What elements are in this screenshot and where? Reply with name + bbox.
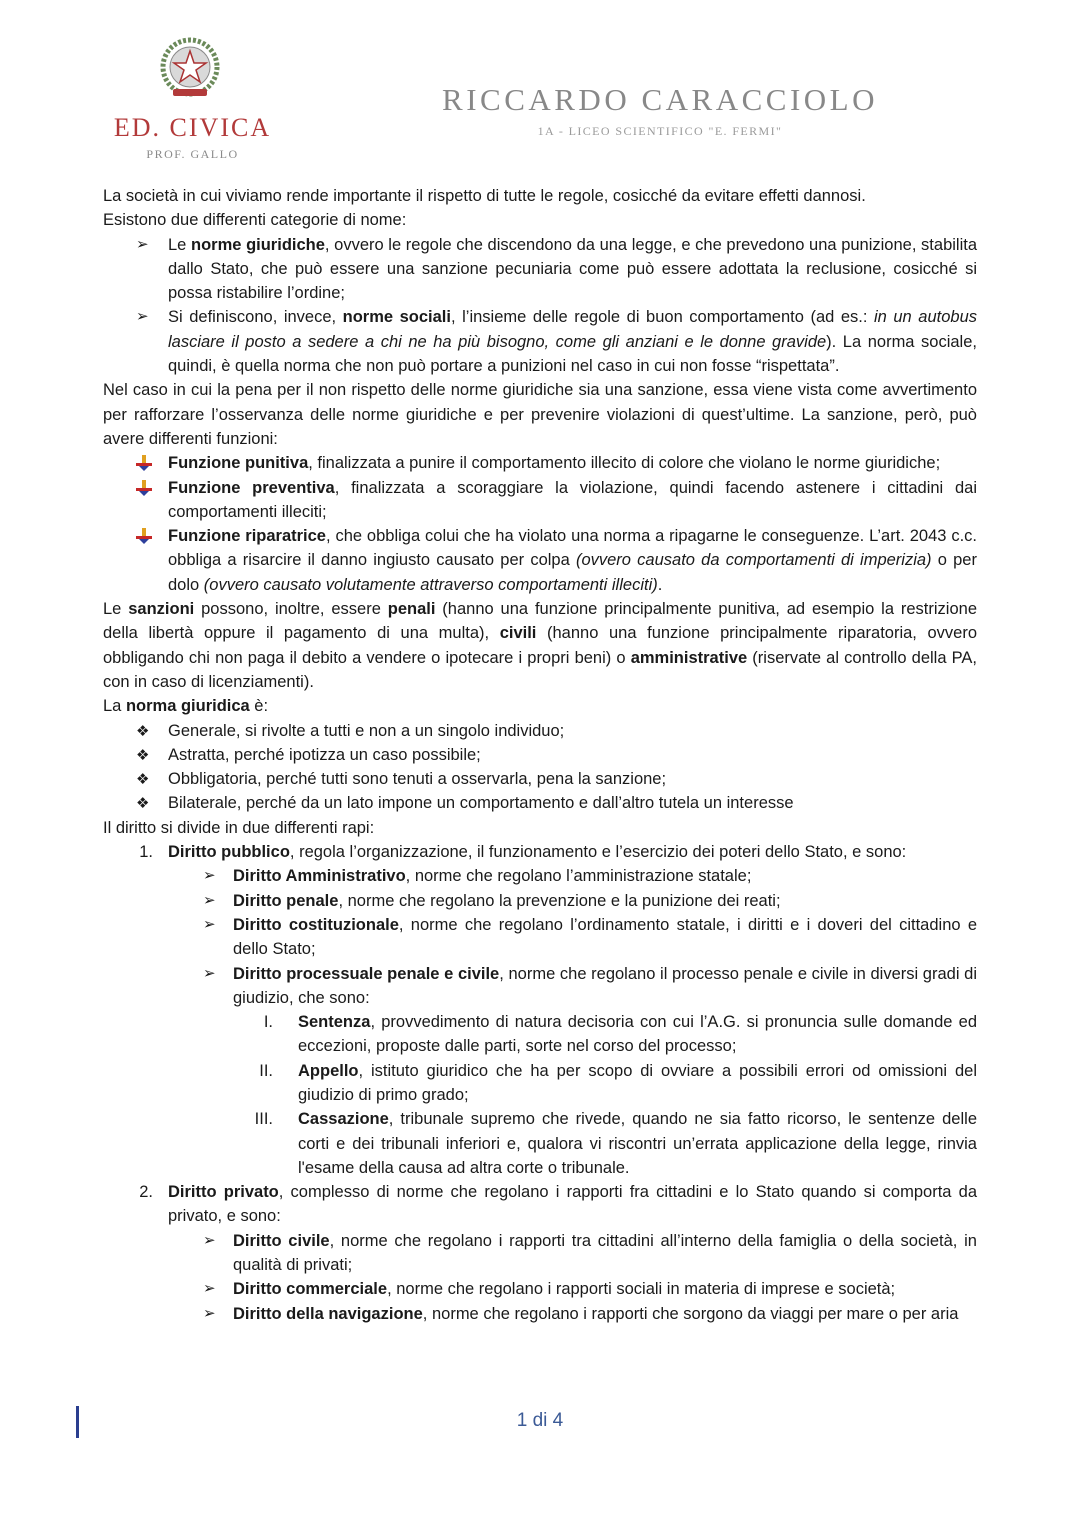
roman-numbered-item: II. Appello, istituto giuridico che ha per scopo di ovviare a possibili errori od omissioni del giudizio di primo grado;: [259, 1061, 977, 1104]
arrowhead-bullet-icon: ➢: [203, 1280, 216, 1298]
text-cursor: [76, 1406, 79, 1438]
four-diamond-bullet-icon: ❖: [136, 722, 150, 740]
list-item: ❖ Astratta, perché ipotizza un caso possibile;: [103, 743, 977, 767]
author-name: RICCARDO CARACCIOLO: [442, 82, 878, 117]
subject-title: ED. CIVICA: [113, 113, 272, 142]
arrowhead-bullet-icon: ➢: [203, 964, 216, 982]
list-item: ➢ Diritto commerciale, norme che regolano i rapporti sociali in materia di imprese e società;: [103, 1277, 977, 1301]
list-item: ➢ Diritto Amministrativo, norme che regolano l’amministrazione statale;: [103, 864, 977, 888]
numbered-item: 2. Diritto privato, complesso di norme che regolano i rapporti fra cittadini e lo Stato quando si comporta da privato, e sono:: [139, 1183, 977, 1226]
list-item: ➢ Diritto costituzionale, norme che regolano l’ordinamento statale, i diritti e i doveri del cittadino e dello Stato;: [103, 913, 977, 962]
list-item: ➢ Diritto penale, norme che regolano la prevenzione e la punizione dei reati;: [103, 889, 977, 913]
paragraph: Nel caso in cui la pena per il non rispetto delle norme giuridiche sia una sanzione, essa viene vista come avvertimento per rafforzare l’osservanza delle norme giuridiche e per prevenire violazioni di quest’ultime. La sanzione, però, può avere differenti funzioni:: [103, 381, 977, 448]
page-number: 1 di 4: [516, 1410, 564, 1431]
list-item: Funzione riparatrice, che obbliga colui che ha violato una norma a ripagarne le conseguenze. L’art. 2043 c.c. obbliga a risarcire il danno ingiusto causato per colpa (ovvero causato da comportamenti di imperizia) o per dolo (ovvero causato volutamente attraverso comportamenti illeciti).: [103, 524, 977, 597]
document-body: [103, 184, 977, 1326]
paragraph: Il diritto si divide in due differenti rapi:: [103, 818, 375, 837]
paragraph: La società in cui viviamo rende importante il rispetto di tutte le regole, cosicché da evitare effetti dannosi.: [103, 187, 866, 205]
arrowhead-bullet-icon: ➢: [136, 308, 149, 326]
paragraph: La norma giuridica è:: [103, 697, 269, 716]
school-name: 1A - LICEO SCIENTIFICO "E. FERMI": [537, 124, 783, 138]
arrowhead-bullet-icon: ➢: [136, 235, 149, 253]
teacher-name: PROF. GALLO: [146, 147, 239, 161]
list-item: ➢ Diritto processuale penale e civile, norme che regolano il processo penale e civile in diversi gradi di giudizio, che sono:: [103, 962, 977, 1011]
list-item: ➢ Si definiscono, invece, norme sociali, l’insieme delle regole di buon comportamento (ad es.: in un autobus lasciare il posto a sedere a chi ne ha più bisogno, come gli anziani e le donne gravide). La norma sociale, quindi, è quella norma che non può portare a punizioni nel caso in cui non fosse “rispettata”.: [103, 305, 977, 378]
four-diamond-bullet-icon: ❖: [136, 771, 150, 789]
paragraph: Esistono due differenti categorie di nome:: [103, 211, 407, 230]
list-item: ❖ Obbligatoria, perché tutti sono tenuti a osservarla, pena la sanzione;: [103, 767, 977, 791]
list-item: ➢ Diritto della navigazione, norme che regolano i rapporti che sorgono da viaggi per mare o per aria: [103, 1302, 977, 1326]
numbered-item: 1. Diritto pubblico, regola l’organizzazione, il funzionamento e l’esercizio dei poteri dello Stato, e sono:: [139, 843, 907, 862]
four-diamond-bullet-icon: ❖: [136, 746, 150, 764]
down-arrow-bullet-icon: [135, 454, 153, 472]
list-item: ➢ Diritto civile, norme che regolano i rapporti tra cittadini all’interno della famiglia o della società, in qualità di privati;: [103, 1229, 977, 1278]
down-arrow-bullet-icon: [135, 479, 153, 497]
list-item: ❖ Generale, si rivolte a tutti e non a un singolo individuo;: [103, 719, 977, 743]
arrowhead-bullet-icon: ➢: [203, 915, 216, 933]
arrowhead-bullet-icon: ➢: [203, 867, 216, 885]
roman-numbered-item: III. Cassazione, tribunale supremo che rivede, quando ne sia fatto ricorso, le sentenze delle corti e dei tribunali inferiori e, qualora vi riscontri un’errata applicazione della legge, rinvia l'esame della causa ad altra corte o tribunale.: [254, 1110, 977, 1177]
arrowhead-bullet-icon: ➢: [203, 891, 216, 909]
four-diamond-bullet-icon: ❖: [136, 795, 150, 813]
down-arrow-bullet-icon: [135, 527, 153, 545]
list-item: Funzione preventiva, finalizzata a scoraggiare la violazione, quindi facendo astenere i cittadini dai comportamenti illeciti;: [103, 476, 977, 525]
list-item: ➢ Le norme giuridiche, ovvero le regole che discendono da una legge, e che prevedono una punizione, stabilita dallo Stato, che può essere una sanzione pecuniaria come può essere adottata la reclusione, cosicché si possa ristabilire l’ordine;: [103, 233, 977, 306]
arrowhead-bullet-icon: ➢: [203, 1231, 216, 1249]
paragraph: Le sanzioni possono, inoltre, essere penali (hanno una funzione principalmente punitiva, ad esempio la restrizione della libertà oppure il pagamento di una multa), civili (hanno una funzione principalmente riparatoria, ovvero obbligando chi non paga il debito a vendere o ipotecare i propri beni) o amministrative (riservate al controllo della PA, con in caso di licenziamenti).: [103, 600, 978, 691]
arrowhead-bullet-icon: ➢: [203, 1304, 216, 1322]
list-item: ❖ Bilaterale, perché da un lato impone un comportamento e dall’altro tutela un interesse: [103, 791, 977, 815]
italian-republic-emblem-icon: [157, 36, 223, 102]
list-item: Funzione punitiva, finalizzata a punire il comportamento illecito di colore che violano le norme giuridiche;: [103, 451, 977, 475]
roman-numbered-item: I. Sentenza, provvedimento di natura decisoria con cui l’A.G. si pronuncia sulle domande ed eccezioni, proposte dalle parti, sorte nel corso del processo;: [263, 1013, 977, 1056]
